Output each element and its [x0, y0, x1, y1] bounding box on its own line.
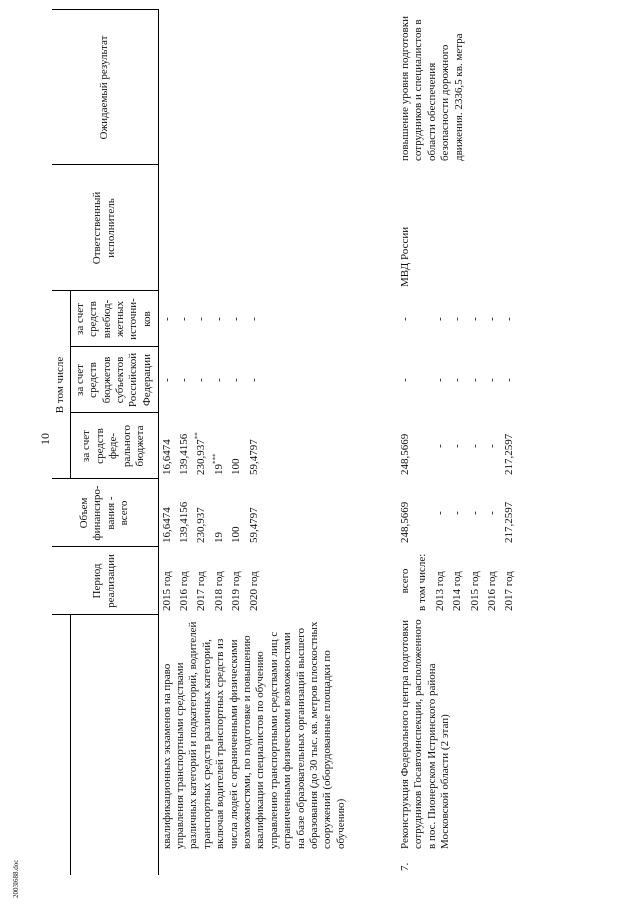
federal-cell: - [433, 444, 446, 448]
federal-cell: 59,4797 [247, 439, 260, 475]
header-period: Период реализации [52, 547, 158, 615]
regional-cell [414, 347, 431, 413]
extra-cell: - [451, 317, 464, 321]
rotated-table-region [52, 10, 632, 875]
regional-cell: - [485, 378, 498, 382]
federal-cell [414, 413, 431, 479]
federal-cell: 230,937** [193, 432, 208, 475]
extra-cell: - [485, 317, 498, 321]
period-cell: 2015 год [468, 571, 481, 611]
header-activity-cell [52, 615, 70, 853]
total-cell: 59,4797 [247, 507, 260, 543]
period-cell: 2017 год [503, 571, 516, 611]
extra-cell: - [160, 317, 173, 321]
regional-cell: - [212, 378, 225, 382]
extra-cell: - [212, 317, 225, 321]
table-header [52, 10, 158, 875]
total-cell: - [451, 511, 464, 515]
total-cell: - [468, 511, 481, 515]
table-row [158, 10, 176, 875]
item-number: 7. [398, 862, 411, 871]
header-executor: Ответственный исполнитель [52, 165, 158, 291]
extra-cell: - [398, 317, 411, 321]
extra-cell: - [247, 317, 260, 321]
total-cell: 19 [212, 532, 225, 543]
federal-cell: 19*** [211, 453, 225, 475]
regional-cell: - [195, 378, 208, 382]
header-number-cell [52, 853, 70, 875]
item-activity-text: Реконструкция Федерального центра подготовки сотрудников Госавтоинспекции, расположенного в пос. Пионерском Истринского района Московской области (2 этап) [398, 619, 452, 849]
period-cell: всего [398, 568, 411, 594]
extra-cell: - [468, 317, 481, 321]
regional-cell: - [160, 378, 173, 382]
federal-cell: 217,2597 [503, 433, 516, 475]
extra-cell: - [195, 317, 208, 321]
period-cell: 2016 год [177, 571, 190, 611]
header-regional: за счет средств бюджетов субъектов Российской Федерации [70, 347, 158, 413]
period-cell: 2015 год [160, 571, 173, 611]
item-result: повышение уровня подготовки сотрудников и специалистов в области обеспечения безопасности дорожного движения. 2336,5 кв. метра [398, 16, 465, 161]
regional-cell: - [230, 378, 243, 382]
total-cell: 139,4156 [177, 501, 190, 543]
regional-cell: - [468, 378, 481, 382]
footer-doc-code: 2003l688.doc [12, 859, 20, 898]
total-cell: 217,2597 [503, 501, 516, 543]
regional-cell: - [247, 378, 260, 382]
extra-cell [414, 291, 431, 347]
period-cell: 2019 год [230, 571, 243, 611]
total-cell: 16,6474 [160, 507, 173, 543]
total-cell: - [485, 511, 498, 515]
page-number: 10 [38, 433, 52, 445]
header-including: В том числе [52, 291, 70, 479]
table-row [397, 10, 414, 875]
regional-cell: - [177, 378, 190, 382]
period-cell: в том числе: [416, 553, 429, 611]
regional-cell: - [503, 378, 516, 382]
period-cell: 2018 год [212, 571, 225, 611]
total-cell: 100 [230, 526, 243, 543]
continued-activity-text: квалификационных экзаменов на право управления транспортными средствами различных категорий и подкатегорий, водителей транспортных средств различных категорий, включая водителей транспортных средств из числа людей с ограниченными физическими возможностями, по подготовке и повышению квалификации специалистов по обучению управлению транспортными средствами лиц с ограниченными физическими возможностями на базе образовательных организаций высшего образования (до 30 тыс. кв. метров плоскостных сооружений (оборудованные площадки по обучению) [160, 621, 347, 849]
federal-cell: 248,5669 [398, 433, 411, 475]
extra-cell: - [230, 317, 243, 321]
period-cell: 2016 год [485, 571, 498, 611]
period-cell: 2017 год [195, 571, 208, 611]
period-cell: 2020 год [247, 571, 260, 611]
header-result: Ожидаемый результат [52, 10, 158, 165]
table-body [158, 10, 519, 875]
header-volume: Объем финансиро-вания - всего [52, 479, 158, 547]
federal-cell: - [468, 444, 481, 448]
federal-cell: - [451, 444, 464, 448]
extra-cell: - [503, 317, 516, 321]
total-cell: 248,5669 [398, 501, 411, 543]
federal-cell: 100 [230, 458, 243, 475]
federal-cell: - [485, 444, 498, 448]
regional-cell: - [398, 378, 411, 382]
total-cell [414, 479, 431, 547]
header-federal: за счет средств феде-рального бюджета [70, 413, 158, 479]
item-executor: МВД России [398, 226, 411, 287]
period-cell: 2013 год [433, 571, 446, 611]
extra-cell: - [177, 317, 190, 321]
regional-cell: - [451, 378, 464, 382]
program-table [52, 10, 519, 876]
header-extra: за счет средств внебюд-жетных источни-ков [70, 291, 158, 347]
period-cell: 2014 год [451, 571, 464, 611]
regional-cell: - [433, 378, 446, 382]
extra-cell: - [433, 317, 446, 321]
total-cell: - [433, 511, 446, 515]
federal-cell: 139,4156 [177, 433, 190, 475]
federal-cell: 16,6474 [160, 439, 173, 475]
total-cell: 230,937 [195, 507, 208, 543]
